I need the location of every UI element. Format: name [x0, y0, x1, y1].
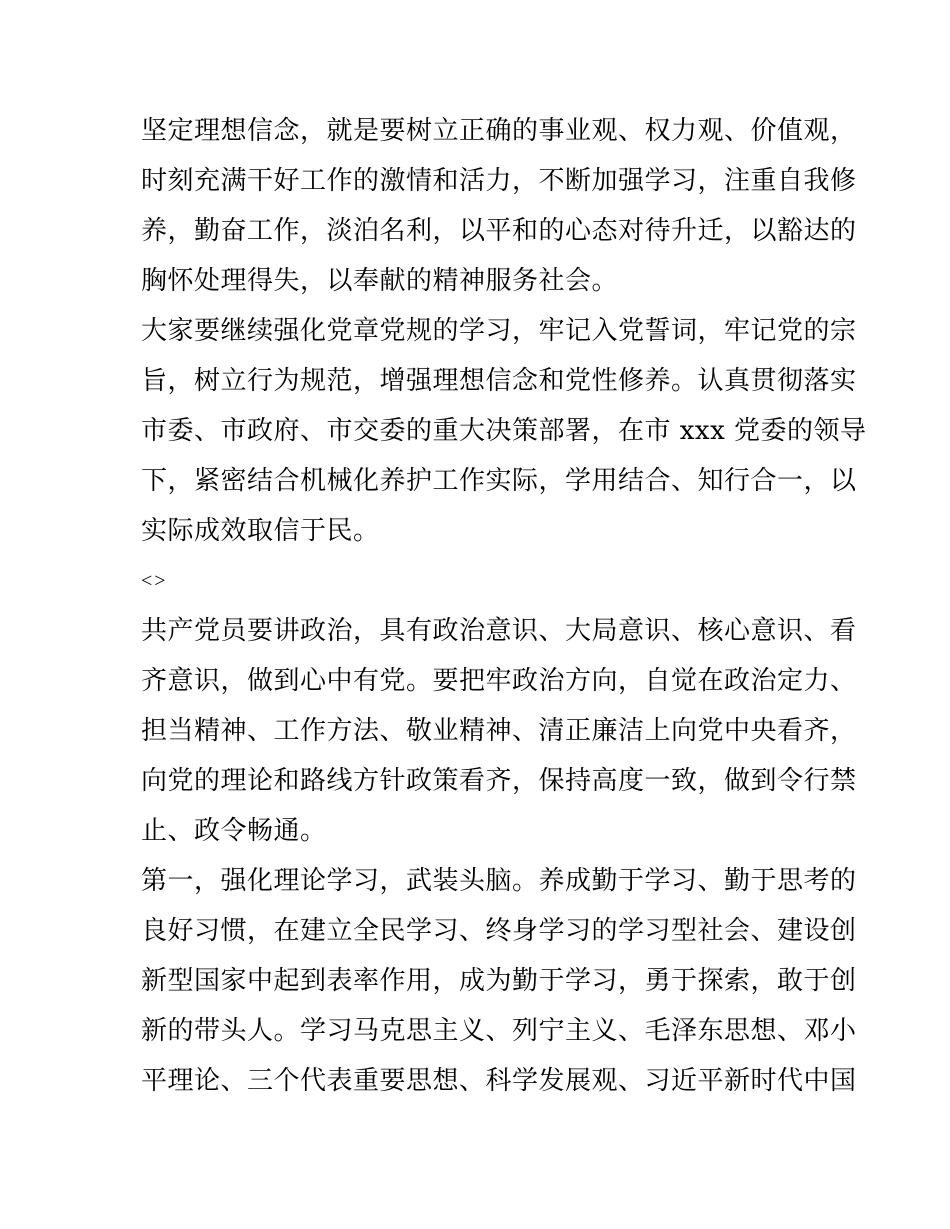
text-line: 养，勤奋工作，淡泊名利，以平和的心态对待升迁，以豁达的	[141, 216, 857, 246]
text-line: 坚定理想信念，就是要树立正确的事业观、权力观、价值观，	[141, 116, 857, 146]
text-line: 市委、市政府、市交委的重大决策部署，在市 xxx 党委的领导	[141, 416, 867, 446]
text-line: 良好习惯，在建立全民学习、终身学习的学习型社会、建设创	[141, 916, 857, 946]
text-line: 新型国家中起到表率作用，成为勤于学习，勇于探索，敢于创	[141, 966, 857, 996]
text-line: 平理论、三个代表重要思想、科学发展观、习近平新时代中国	[141, 1066, 857, 1096]
text-line: 胸怀处理得失，以奉献的精神服务社会。	[141, 266, 619, 296]
text-line: 实际成效取信于民。	[141, 516, 380, 546]
separator-marker: <>	[141, 570, 168, 592]
text-line: 担当精神、工作方法、敬业精神、清正廉洁上向党中央看齐，	[141, 716, 857, 746]
text-line: 第一，强化理论学习，武装头脑。养成勤于学习、勤于思考的	[141, 866, 857, 896]
text-line: 共产党员要讲政治，具有政治意识、大局意识、核心意识、看	[141, 616, 857, 646]
text-line: 旨，树立行为规范，增强理想信念和党性修养。认真贯彻落实	[141, 366, 857, 396]
document-body	[141, 106, 867, 1106]
text-line: 齐意识，做到心中有党。要把牢政治方向，自觉在政治定力、	[141, 666, 857, 696]
text-line: 大家要继续强化党章党规的学习，牢记入党誓词，牢记党的宗	[141, 316, 857, 346]
text-line: 向党的理论和路线方针政策看齐，保持高度一致，做到令行禁	[141, 766, 857, 796]
text-line: 时刻充满干好工作的激情和活力，不断加强学习，注重自我修	[141, 166, 857, 196]
text-line: 新的带头人。学习马克思主义、列宁主义、毛泽东思想、邓小	[141, 1016, 857, 1046]
text-line: 止、政令畅通。	[141, 816, 327, 846]
text-line: 下，紧密结合机械化养护工作实际，学用结合、知行合一，以	[141, 466, 857, 496]
